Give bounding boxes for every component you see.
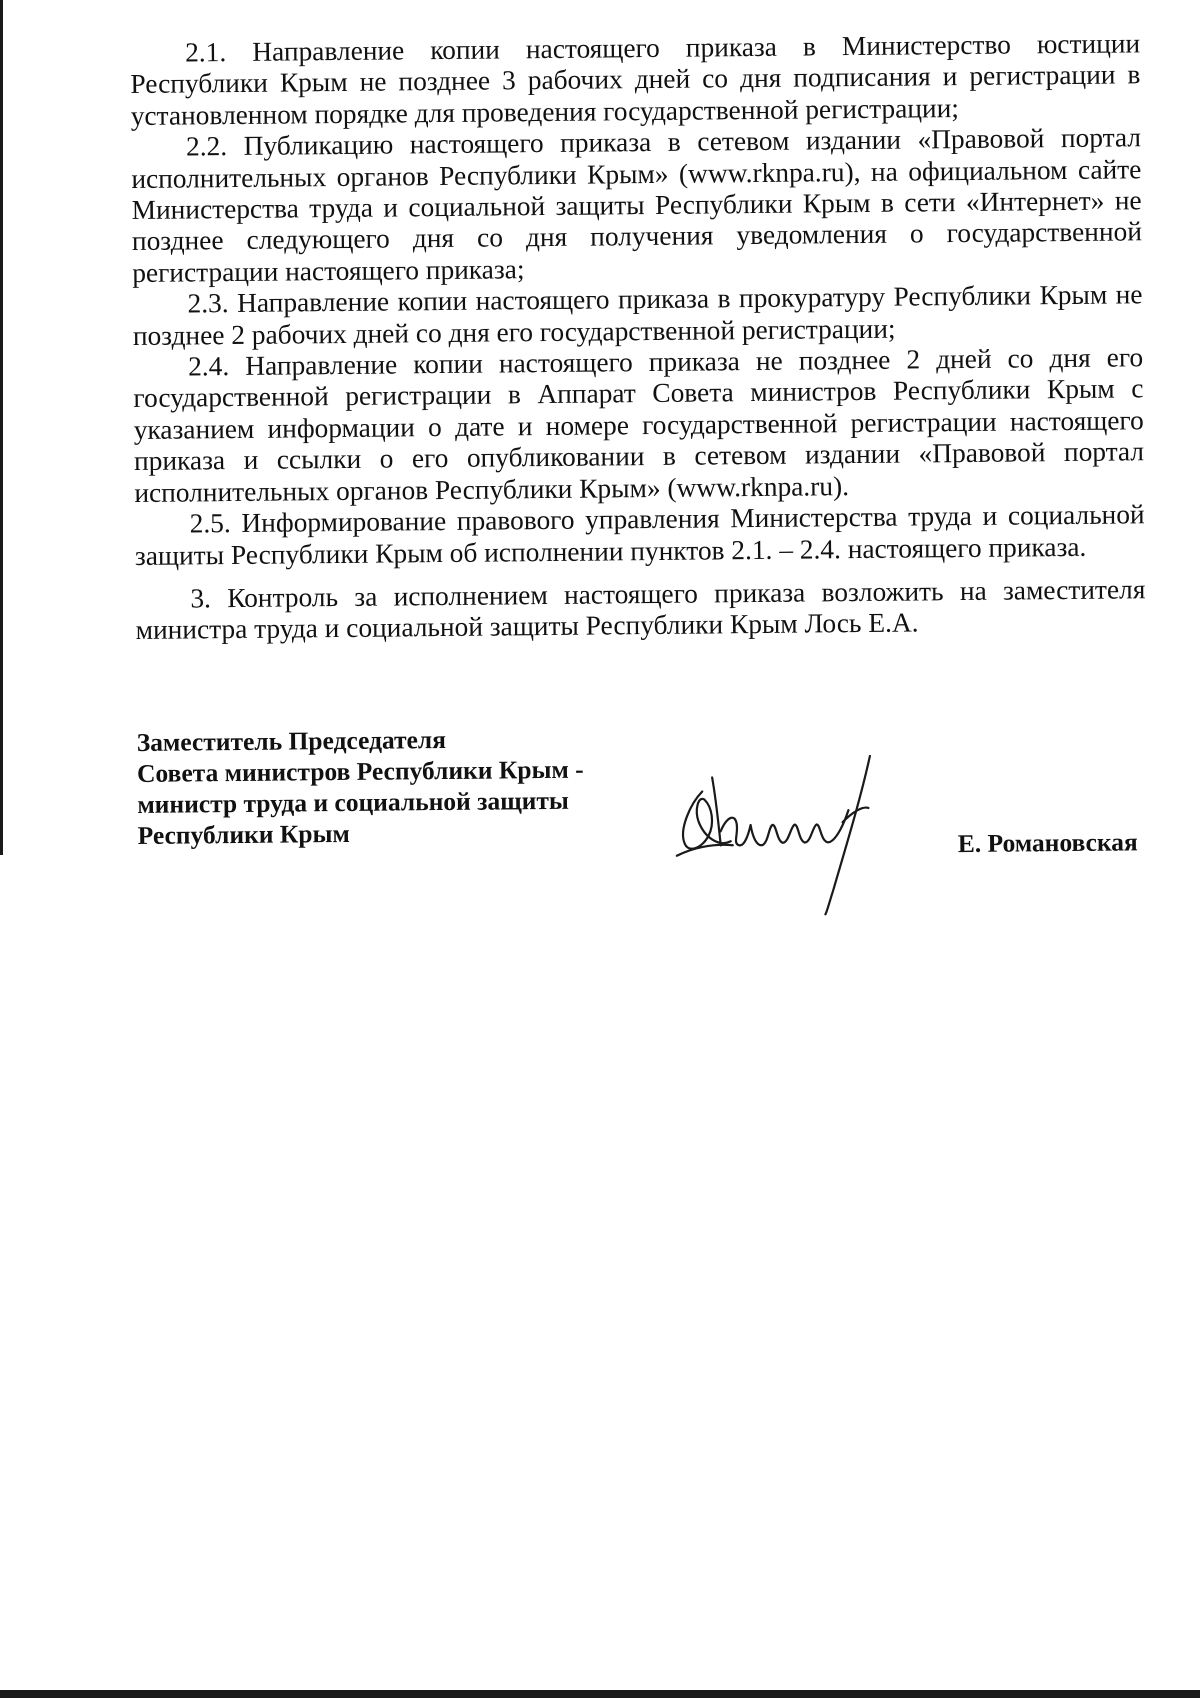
- signatory-title-line: Совета министров Республики Крым -: [136, 754, 584, 788]
- paragraph-2-1: 2.1. Направление копии настоящего приказа в Министерство юстиции Республики Крым не позднее 3 рабочих дней со дня подписания и регистрации в установленном порядке для проведения государственной регистрации;: [130, 28, 1141, 131]
- signatory-title-line: Республики Крым: [137, 818, 350, 850]
- signatory-title-line: Заместитель Председателя: [136, 724, 447, 757]
- scan-edge-bottom: [0, 1690, 1200, 1698]
- paragraph-2-4: 2.4. Направление копии настоящего приказа не позднее 2 дней со дня его государственной регистрации в Аппарат Совета министров Республики Крым с указанием информации о дате и номере государственной регистрации настоящего приказа и ссылки о его опубликовании в сетевом издании «Правовой портал исполнительных органов Республики Крым» (www.rknpa.ru).: [133, 342, 1145, 508]
- handwritten-signature: [672, 749, 904, 916]
- paragraph-2-5: 2.5. Информирование правового управления Министерства труда и социальной защиты Республики Крым об исполнении пунктов 2.1. – 2.4. настоящего приказа.: [134, 499, 1145, 571]
- signature-block: [137, 717, 1149, 927]
- paragraph-2-2: 2.2. Публикацию настоящего приказа в сетевом издании «Правовой портал исполнительных органов Республики Крым» (www.rknpa.ru), на официальном сайте Министерства труда и социальной защиты Республики Крым в сети «Интернет» не позднее следующего дня со дня получения уведомления о государственной регистрации настоящего приказа;: [131, 122, 1143, 288]
- signatory-name: Е. Романовская: [957, 827, 1138, 858]
- paragraph-2-3: 2.3. Направление копии настоящего приказа в прокуратуру Республики Крым не позднее 2 рабочих дней со дня его государственной регистрации;: [132, 279, 1143, 351]
- document-page: [130, 28, 1148, 926]
- document-body: [130, 28, 1146, 646]
- scan-edge-left: [0, 0, 3, 855]
- paragraph-3: 3. Контроль за исполнением настоящего приказа возложить на заместителя министра труда и социальной защиты Республики Крым Лось Е.А.: [135, 574, 1146, 646]
- signatory-title-line: министр труда и социальной защиты: [137, 785, 569, 819]
- signatory-title: [137, 722, 585, 850]
